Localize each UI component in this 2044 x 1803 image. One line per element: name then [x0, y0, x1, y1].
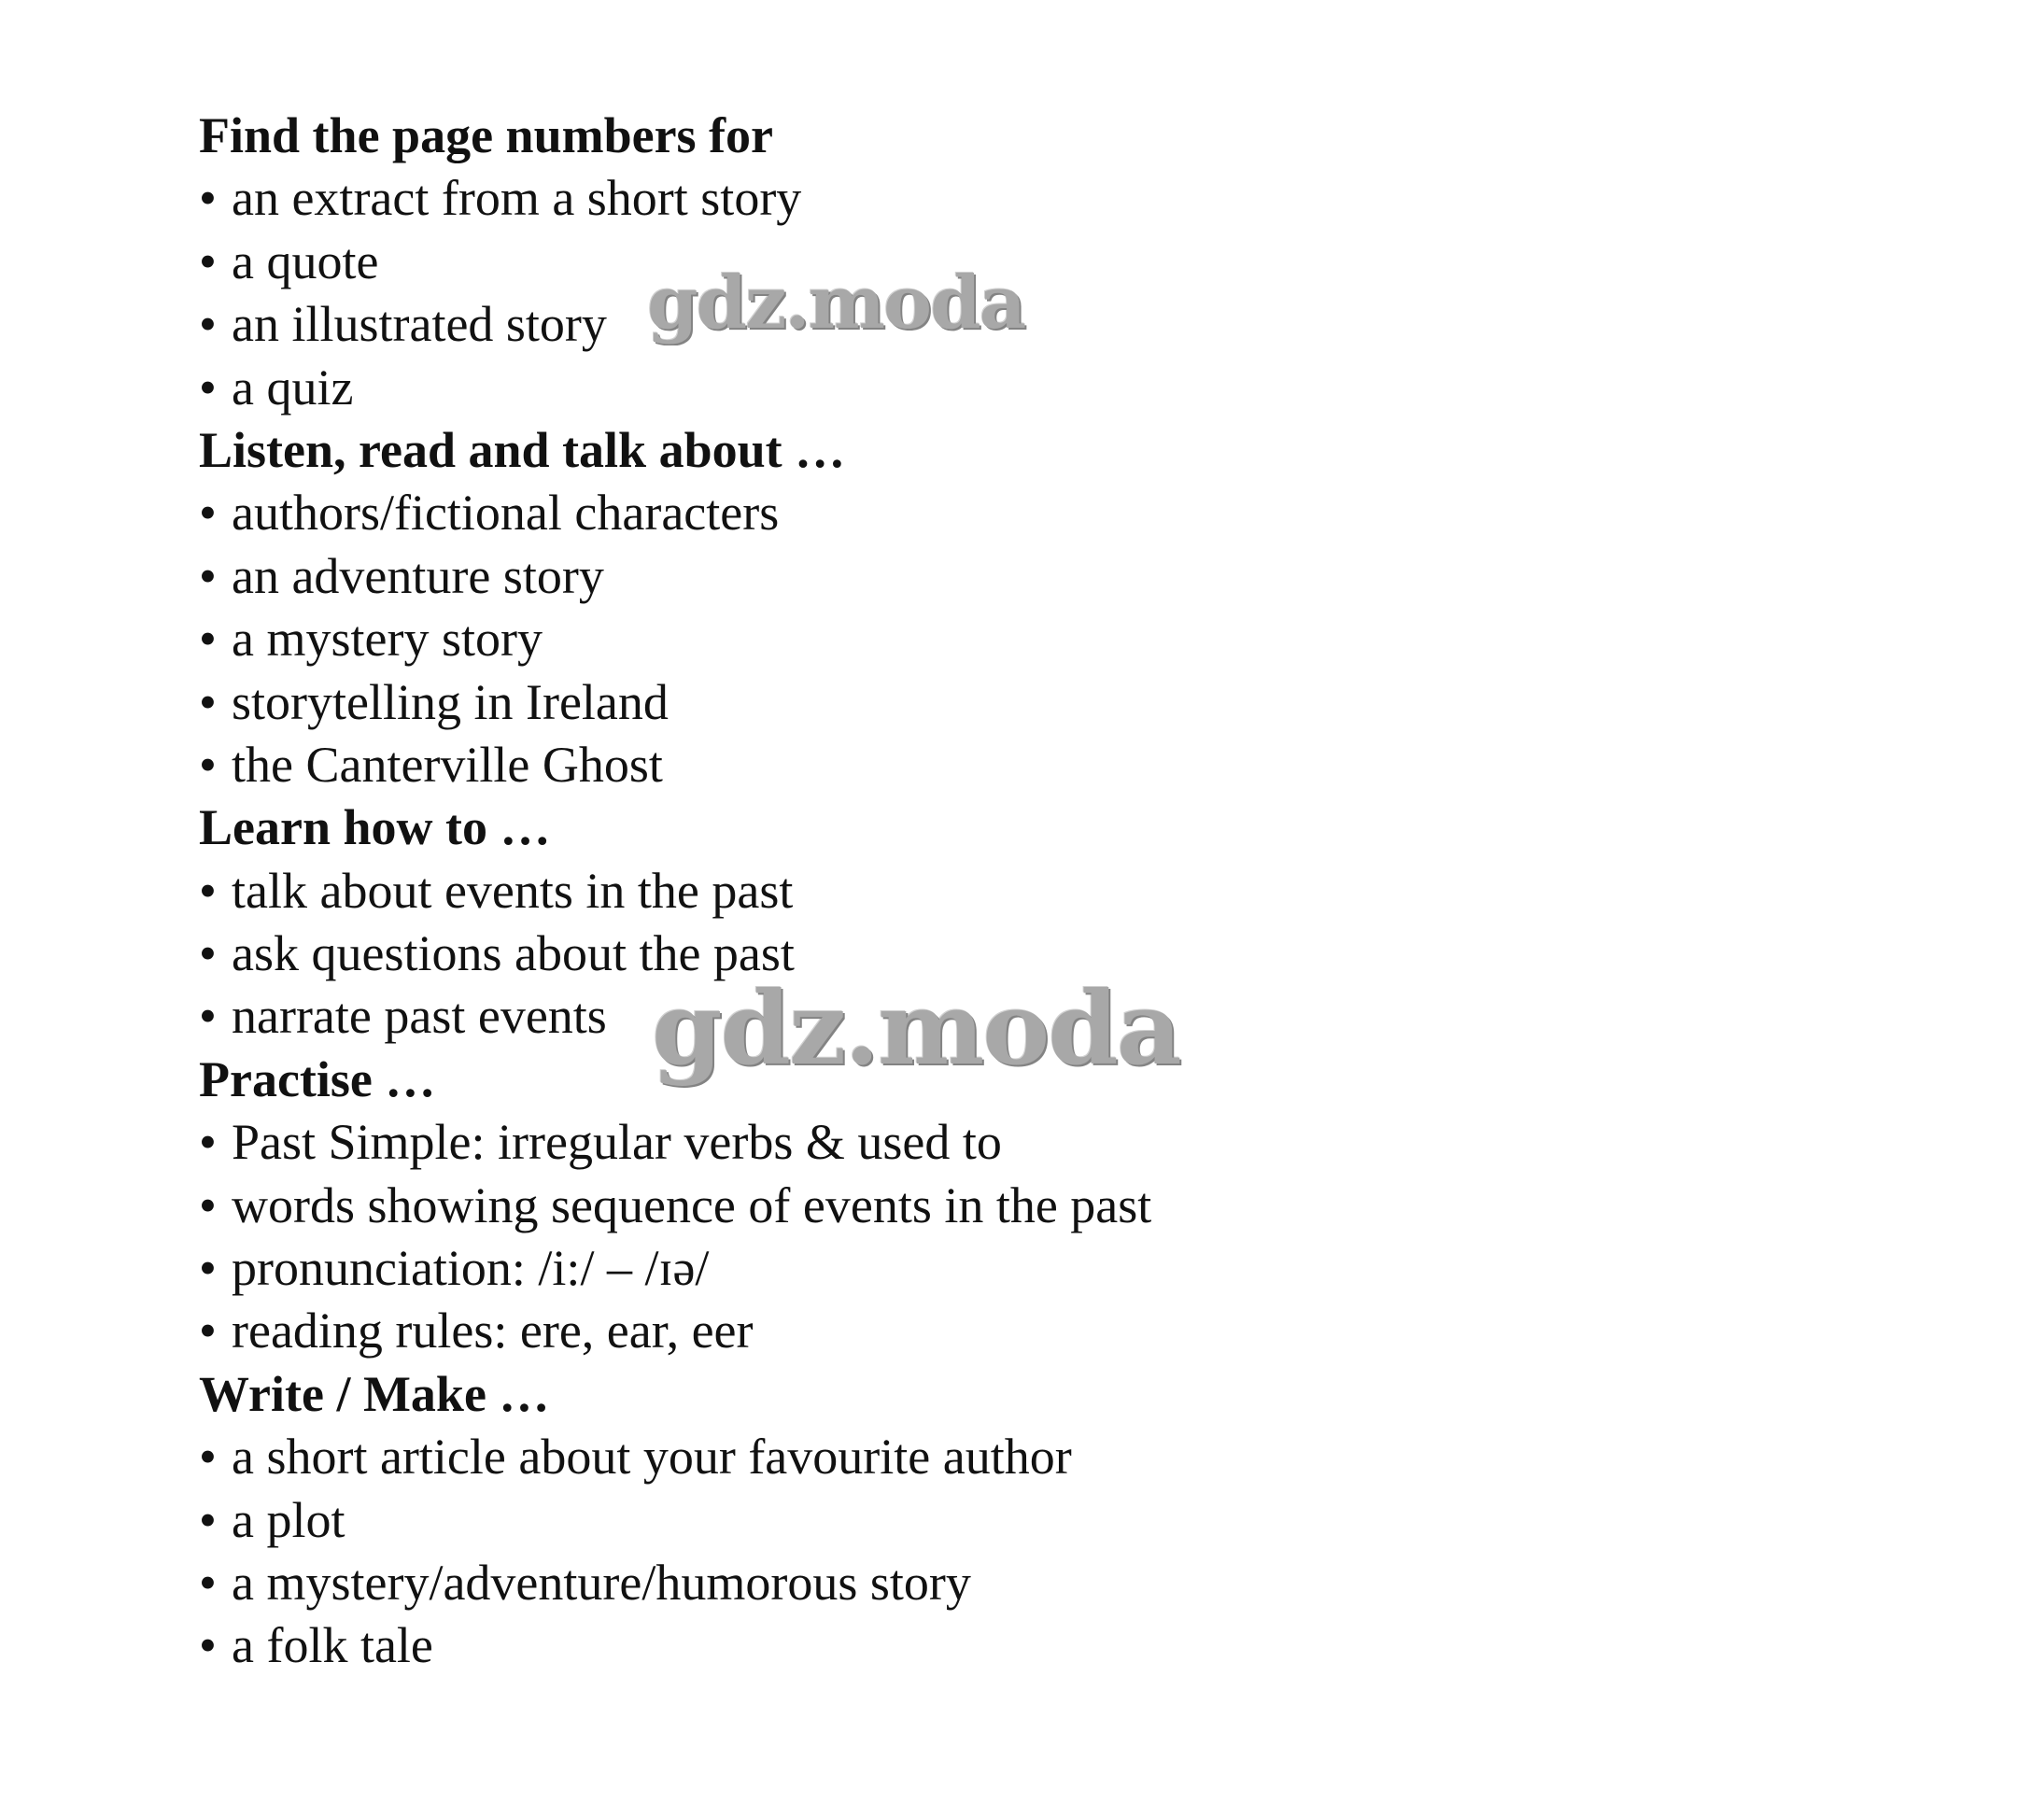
list-practise — [199, 1111, 1600, 1363]
list-item-text: an illustrated story — [232, 296, 607, 353]
list-item-text: a mystery/adventure/humorous story — [232, 1554, 971, 1611]
list-item — [199, 860, 1600, 923]
list-item — [199, 608, 1600, 670]
bullet: • — [199, 1240, 217, 1297]
bullet: • — [199, 673, 217, 730]
list-item-text: a folk tale — [232, 1617, 433, 1674]
list-item-text: narrate past events — [232, 988, 607, 1045]
list-item — [199, 1426, 1600, 1488]
list-item — [199, 1614, 1600, 1677]
section-title-practise: Practise … — [199, 1050, 436, 1107]
list-item-text: a quote — [232, 232, 379, 289]
list-item-text: a short article about your favourite author — [232, 1429, 1072, 1486]
list-item — [199, 1489, 1600, 1552]
list-item-text: reading rules: ere, ear, eer — [232, 1303, 754, 1359]
list-item-text: a quiz — [232, 359, 354, 416]
list-item — [199, 1111, 1600, 1174]
list-item-text: an adventure story — [232, 547, 604, 604]
bullet: • — [199, 359, 217, 416]
list-item-text: an extract from a short story — [232, 170, 802, 227]
list-item-text: words showing sequence of events in the past — [232, 1176, 1152, 1233]
list-item-text: the Canterville Ghost — [232, 736, 663, 793]
section-title-learn-how-to: Learn how to … — [199, 799, 551, 856]
watermark-middle: gdz.moda — [652, 970, 1180, 1088]
list-item — [199, 357, 1600, 419]
list-item-text: Past Simple: irregular verbs & used to — [232, 1114, 1002, 1171]
section-title-write-make: Write / Make … — [199, 1365, 550, 1422]
list-listen-read-talk — [199, 482, 1600, 796]
list-item — [199, 545, 1600, 608]
list-item-text: storytelling in Ireland — [232, 673, 669, 730]
list-item — [199, 1175, 1600, 1237]
list-item — [199, 1552, 1600, 1614]
list-item-text: a mystery story — [232, 611, 543, 668]
bullet: • — [199, 296, 217, 353]
list-item — [199, 167, 1600, 230]
list-item — [199, 1237, 1600, 1300]
bullet: • — [199, 485, 217, 542]
list-item — [199, 671, 1600, 734]
section-title-find-page-numbers: Find the page numbers for — [199, 107, 774, 163]
bullet: • — [199, 925, 217, 982]
bullet: • — [199, 1429, 217, 1486]
list-item-text: a plot — [232, 1491, 345, 1548]
bullet: • — [199, 547, 217, 604]
list-item-text: pronunciation: /i:/ – /ɪə/ — [232, 1240, 710, 1297]
list-item-text: ask questions about the past — [232, 925, 795, 982]
bullet: • — [199, 1176, 217, 1233]
list-item — [199, 482, 1600, 544]
bullet: • — [199, 1114, 217, 1171]
bullet: • — [199, 1491, 217, 1548]
watermark-top: gdz.moda — [647, 261, 1025, 345]
bullet: • — [199, 1554, 217, 1611]
list-item-text: talk about events in the past — [232, 862, 794, 919]
list-item — [199, 1300, 1600, 1362]
list-item — [199, 734, 1600, 796]
list-write-make — [199, 1426, 1600, 1678]
bullet: • — [199, 232, 217, 289]
bullet: • — [199, 988, 217, 1045]
bullet: • — [199, 1617, 217, 1674]
list-item-text: authors/fictional characters — [232, 485, 780, 542]
section-title-listen-read-talk: Listen, read and talk about … — [199, 421, 846, 478]
bullet: • — [199, 611, 217, 668]
bullet: • — [199, 862, 217, 919]
bullet: • — [199, 1303, 217, 1359]
bullet: • — [199, 736, 217, 793]
bullet: • — [199, 170, 217, 227]
